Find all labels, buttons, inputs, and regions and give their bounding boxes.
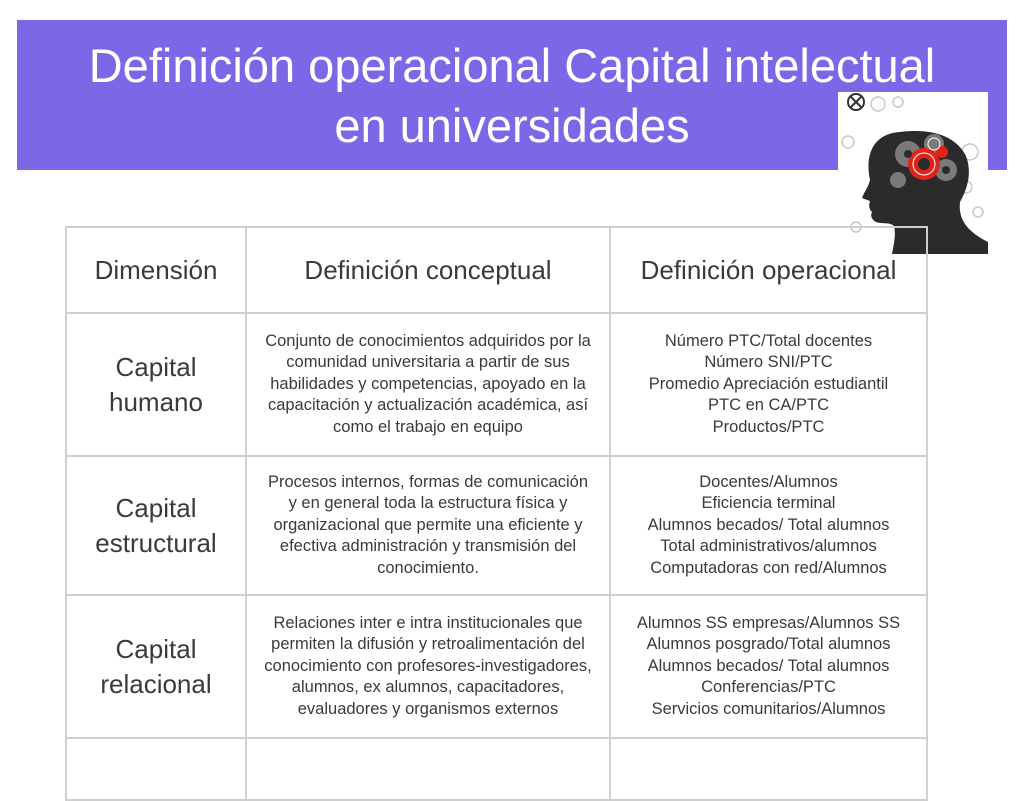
conceptual-cell <box>246 313 610 456</box>
empty-cell <box>66 738 246 800</box>
operational-text: PTC en CA/PTC <box>707 396 830 415</box>
conceptual-text: comunidad universitaria a partir de sus <box>286 353 570 372</box>
conceptual-text: y en general toda la estructura física y <box>288 494 568 513</box>
table-header-row <box>66 227 927 313</box>
capital-table-wrapper <box>65 226 927 786</box>
table-row <box>66 456 927 595</box>
operational-text: Alumnos becados/ Total alumnos <box>647 656 890 675</box>
dimension-text: Capital <box>115 492 197 523</box>
conceptual-text: como el trabajo en equipo <box>333 417 523 436</box>
conceptual-text: evaluadores y organismos externos <box>297 699 559 718</box>
operational-text: Conferencias/PTC <box>701 678 836 697</box>
operational-text: Servicios comunitarios/Alumnos <box>651 699 886 718</box>
conceptual-cell <box>246 456 610 595</box>
table-row <box>66 595 927 738</box>
conceptual-cell <box>246 595 610 738</box>
conceptual-text: Relaciones inter e intra institucionales que <box>273 613 583 632</box>
operational-cell <box>610 456 927 595</box>
dimension-text: Capital <box>115 351 197 382</box>
dimension-cell <box>66 313 246 456</box>
empty-cell <box>246 738 610 800</box>
conceptual-text: Conjunto de conocimientos adquiridos por la <box>265 331 591 350</box>
dimension-cell <box>66 456 246 595</box>
operational-text: Alumnos becados/ Total alumnos <box>647 515 890 534</box>
conceptual-text: Procesos internos, formas de comunicación <box>267 472 589 491</box>
title-line-2: en universidades <box>334 99 690 152</box>
operational-text: Promedio Apreciación estudiantil <box>648 374 889 393</box>
operational-cell <box>610 595 927 738</box>
conceptual-text: efectiva administración y transmisión del <box>279 537 577 556</box>
operational-text: Docentes/Alumnos <box>699 472 838 491</box>
conceptual-text: conocimiento con profesores-investigadores, <box>264 656 592 675</box>
conceptual-text: alumnos, ex alumnos, capacitadores, <box>291 678 565 697</box>
capital-table <box>65 226 928 801</box>
operational-text: Computadoras con red/Alumnos <box>650 558 887 577</box>
dimension-text: estructural <box>95 527 217 558</box>
title-line-1: Definición operacional Capital intelectual <box>88 39 936 92</box>
header-operational: Definición operacional <box>610 227 927 313</box>
empty-cell <box>610 738 927 800</box>
dimension-cell <box>66 595 246 738</box>
conceptual-text: permiten la difusión y retroalimentación del <box>271 635 585 654</box>
operational-text: Alumnos posgrado/Total alumnos <box>646 635 891 654</box>
conceptual-text: capacitación y actualización académica, así <box>267 396 589 415</box>
dimension-text: relacional <box>100 668 212 699</box>
operational-text: Total administrativos/alumnos <box>660 537 877 556</box>
header-dimension: Dimensión <box>66 227 246 313</box>
operational-text: Número SNI/PTC <box>704 353 833 372</box>
operational-text: Productos/PTC <box>712 417 825 436</box>
table-row <box>66 313 927 456</box>
conceptual-text: organizacional que permite una eficiente y <box>273 515 583 534</box>
header-conceptual: Definición conceptual <box>246 227 610 313</box>
operational-text: Número PTC/Total docentes <box>664 331 873 350</box>
dimension-text: humano <box>109 386 203 417</box>
conceptual-text: conocimiento. <box>377 558 479 577</box>
operational-text: Alumnos SS empresas/Alumnos SS <box>636 613 901 632</box>
dimension-text: Capital <box>115 633 197 664</box>
table-row-empty <box>66 738 927 800</box>
operational-text: Eficiencia terminal <box>701 494 836 513</box>
conceptual-text: habilidades y competencias, apoyado en la <box>270 374 586 393</box>
operational-cell <box>610 313 927 456</box>
